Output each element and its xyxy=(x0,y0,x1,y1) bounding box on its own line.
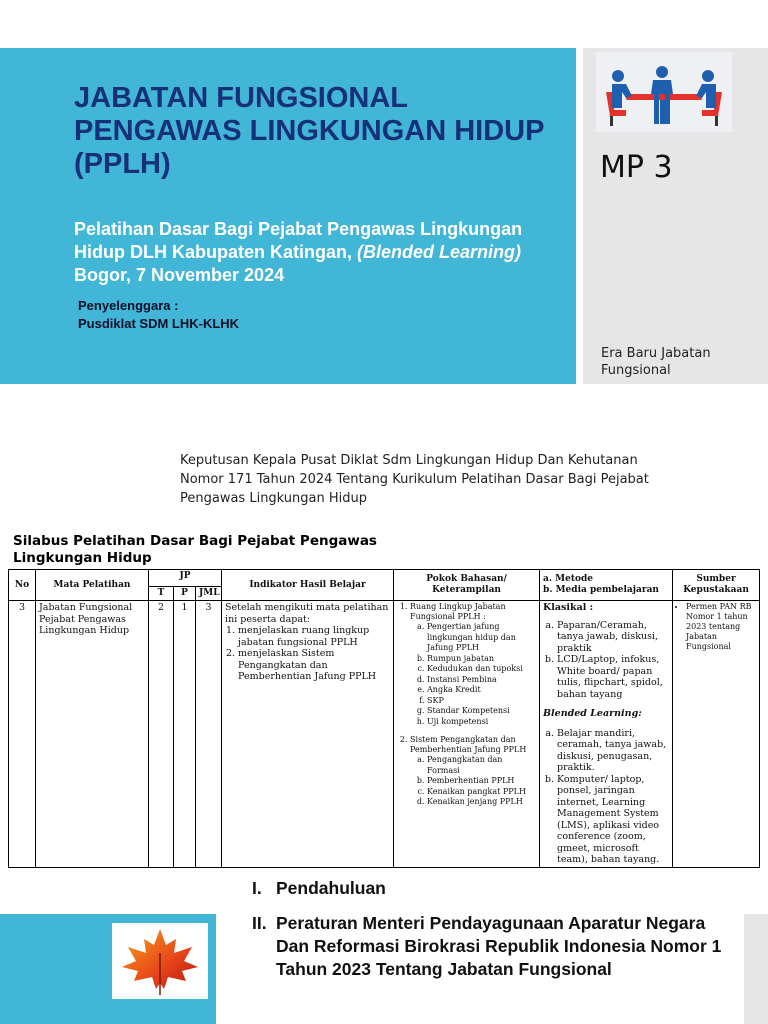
bottom-side-band xyxy=(744,914,768,1024)
topic-title: Sistem Pengangkatan dan Pemberhentian Jafung PPLH xyxy=(410,735,527,754)
blended-label: Blended Learning: xyxy=(543,708,642,719)
topic-item: f. SKP xyxy=(427,696,536,707)
classic-item: b. LCD/Laptop, infokus, White board/ papan tulis, flipchart, spidol, bahan tayang xyxy=(557,654,669,700)
module-code: MP 3 xyxy=(600,150,673,185)
indicator-item: 2. menjelaskan Sistem Pengangkatan dan Pemberhentian Jafung PPLH xyxy=(238,648,390,683)
indicator-intro: Setelah mengikuti mata pelatihan ini peserta dapat: xyxy=(225,602,389,625)
blended-item: a. Belajar mandiri, ceramah, tanya jawab, diskusi, penugasan, praktik. xyxy=(557,728,669,774)
event-date: Bogor, 7 November 2024 xyxy=(74,265,285,285)
row-jml: 3 xyxy=(196,601,222,868)
header-jml: JML xyxy=(196,587,222,601)
module-note: Era Baru Jabatan Fungsional xyxy=(601,346,711,378)
meeting-illustration-icon xyxy=(596,52,732,132)
row-methods xyxy=(540,601,673,868)
header-topics: Pokok Bahasan/ Keterampilan xyxy=(394,570,540,601)
topic-item: a. Pengertian jafung lingkungan hidup dan Jafung PPLH xyxy=(427,622,536,654)
header-method xyxy=(540,570,673,601)
topic-group xyxy=(410,735,536,808)
topic-item: h. Uji kompetensi xyxy=(427,717,536,728)
row-p: 1 xyxy=(174,601,196,868)
organizer-label: Penyelenggara : xyxy=(78,298,179,313)
topic-item: a. Pengangkatan dan Formasi xyxy=(427,755,536,776)
row-source xyxy=(673,601,760,868)
header-p: P xyxy=(174,587,196,601)
header-method-a: a. Metode xyxy=(543,574,593,584)
agenda-text: Peraturan Menteri Pendayagunaan Aparatur Negara Dan Reformasi Birokrasi Republik Indonesia Nomor 1 Tahun 2023 Tentang Jabatan Fungsional xyxy=(276,913,722,979)
header-jp: JP xyxy=(149,570,222,587)
decree-text: Keputusan Kepala Pusat Diklat Sdm Lingkungan Hidup Dan Kehutanan Nomor 171 Tahun 2024 Tentang Kurikulum Pelatihan Dasar Bagi Pejabat Pengawas Lingkungan Hidup xyxy=(180,453,649,506)
source-item: • Permen PAN RB Nomor 1 tahun 2023 tentang Jabatan Fungsional xyxy=(686,602,756,652)
topic-item: d. Kenaikan jenjang PPLH xyxy=(427,797,536,808)
classic-label: Klasikal : xyxy=(543,602,594,613)
event-name: Pelatihan Dasar Bagi Pejabat Pengawas Lingkungan Hidup DLH Kabupaten Katingan, xyxy=(74,219,523,262)
row-indicators xyxy=(222,601,394,868)
header-method-b: b. Media pembelajaran xyxy=(543,585,659,595)
row-subject: Jabatan Fungsional Pejabat Pengawas Lingkungan Hidup xyxy=(36,601,149,868)
event-mode: (Blended Learning) xyxy=(357,242,522,262)
blended-item: b. Komputer/ laptop, ponsel, jaringan internet, Learning Management System (LMS), aplikasi video conference (zoom, gmeet, microsoft team), bahan tayang. xyxy=(557,774,669,866)
topic-item: g. Standar Kompetensi xyxy=(427,706,536,717)
table-row xyxy=(9,601,760,868)
organizer-block xyxy=(78,297,478,333)
header-indicator: Indikator Hasil Belajar xyxy=(222,570,394,601)
event-subtitle xyxy=(74,218,564,287)
syllabus-title: Silabus Pelatihan Dasar Bagi Pejabat Pengawas Lingkungan Hidup xyxy=(13,533,377,566)
page-title: JABATAN FUNGSIONAL PENGAWAS LINGKUNGAN HIDUP (PPLH) xyxy=(74,82,544,180)
agenda-item xyxy=(252,877,732,900)
maple-leaf-icon xyxy=(112,923,208,999)
agenda-number: I. xyxy=(252,878,262,898)
row-no: 3 xyxy=(9,601,36,868)
agenda-number: II. xyxy=(252,913,267,933)
topic-item: b. Pemberhentian PPLH xyxy=(427,776,536,787)
agenda-item xyxy=(252,912,732,981)
topic-item: d. Instansi Pembina xyxy=(427,675,536,686)
topic-item: e. Angka Kredit xyxy=(427,685,536,696)
header-source: Sumber Kepustakaan xyxy=(673,570,760,601)
row-topics xyxy=(394,601,540,868)
header-no: No xyxy=(9,570,36,601)
topic-item: c. Kedudukan dan tupoksi xyxy=(427,664,536,675)
syllabus-table-viewport xyxy=(0,569,768,865)
syllabus-table xyxy=(8,569,760,868)
header-subject: Mata Pelatihan xyxy=(36,570,149,601)
topic-item: b. Rumpun jabatan xyxy=(427,654,536,665)
agenda-list xyxy=(252,877,732,981)
header-t: T xyxy=(149,587,174,601)
topic-group xyxy=(410,602,536,727)
table-header-row xyxy=(9,570,760,587)
topic-item: c. Kenaikan pangkat PPLH xyxy=(427,787,536,798)
classic-item: a. Paparan/Ceramah, tanya jawab, diskusi, praktik xyxy=(557,620,669,655)
agenda-text: Pendahuluan xyxy=(276,878,386,898)
row-t: 2 xyxy=(149,601,174,868)
indicator-item: 1. menjelaskan ruang lingkup jabatan fungsional PPLH xyxy=(238,625,390,648)
organizer-name: Pusdiklat SDM LHK-KLHK xyxy=(78,316,240,331)
topic-title: Ruang Lingkup Jabatan Fungsional PPLH : xyxy=(410,602,506,621)
